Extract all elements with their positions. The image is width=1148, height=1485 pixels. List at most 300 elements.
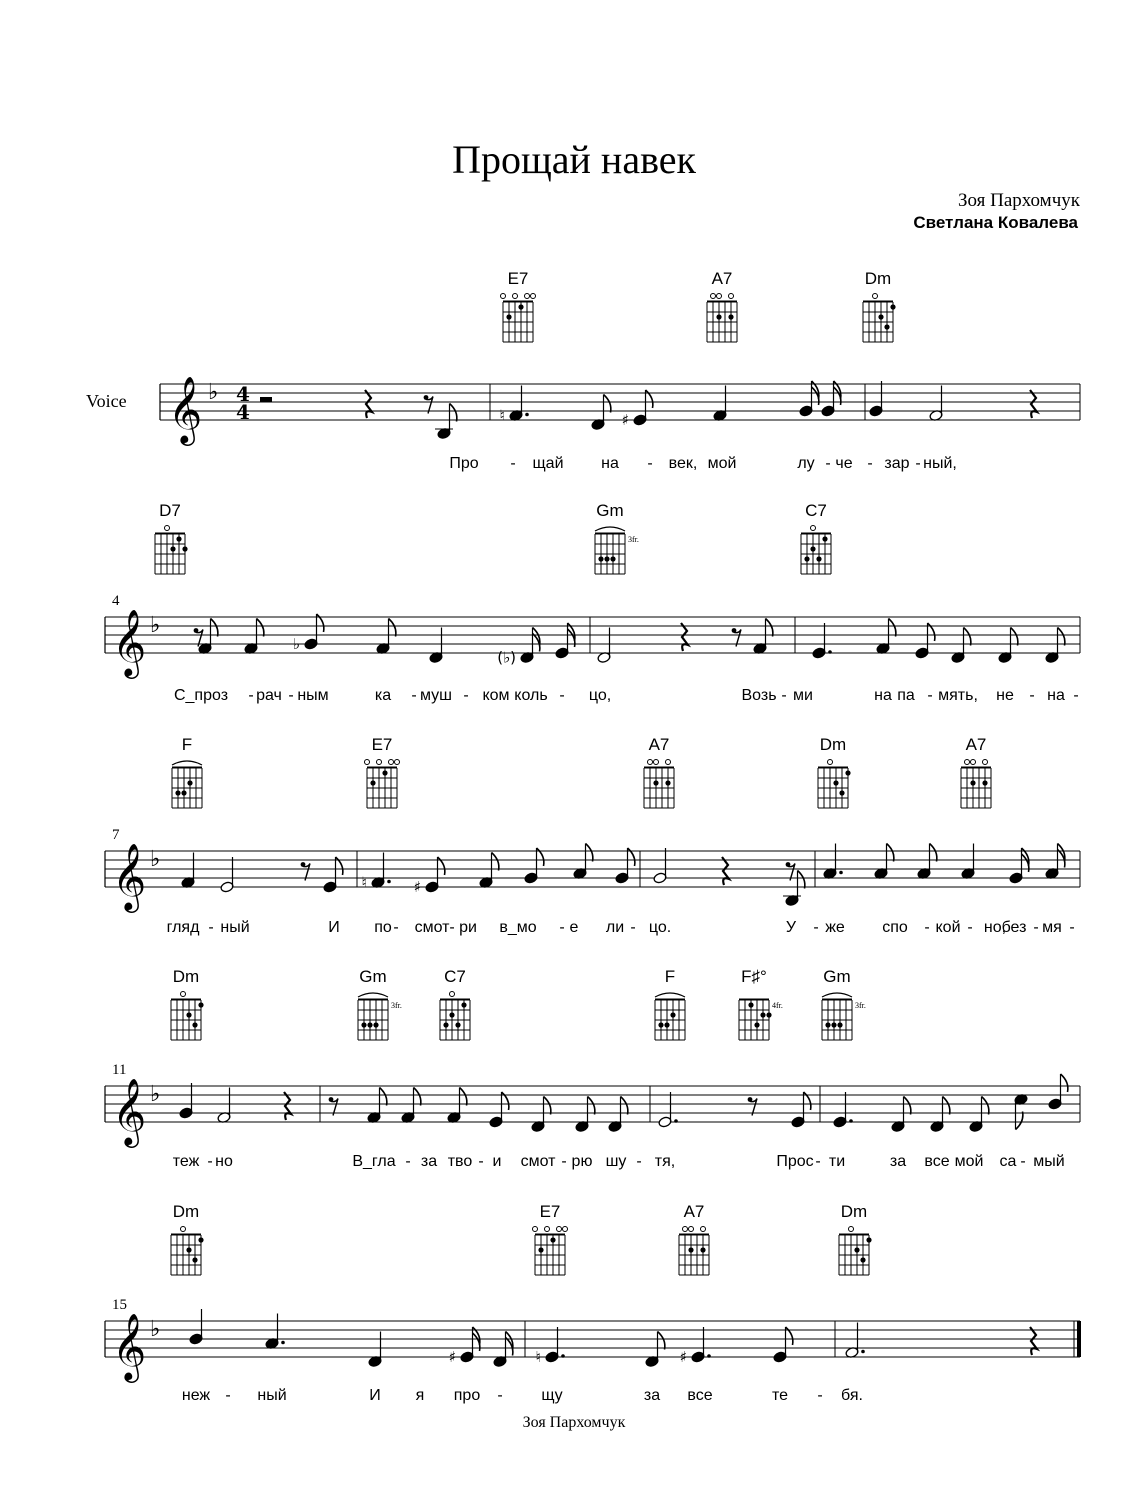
lyric-syllable: ти: [828, 1153, 846, 1170]
lyric-syllable: тво: [447, 1153, 473, 1170]
key-signature-flat: ♭: [150, 1317, 161, 1342]
lyric-syllable: зар: [884, 455, 910, 472]
chord-diagram-dot: [192, 1022, 197, 1027]
chord-symbol: [358, 967, 402, 1040]
note: [244, 619, 264, 655]
note-flag: [1061, 1074, 1068, 1092]
note: [479, 853, 499, 889]
chord-diagram-dot: [866, 1237, 871, 1242]
key-signature-flat: ♭: [150, 613, 161, 638]
chord-symbol: [172, 735, 202, 808]
chord-diagram-dot: [837, 1022, 842, 1027]
lyric-syllable: теж: [172, 1153, 200, 1170]
lyric-hyphen: -: [1073, 687, 1079, 704]
lyric-hyphen: -: [915, 455, 921, 472]
chord-diagram-open-string: [389, 760, 394, 765]
chord-symbol: [839, 1202, 872, 1275]
footer-credit: Зоя Пархомчук: [522, 1414, 626, 1431]
chord-symbol: [863, 269, 896, 342]
note-flag: [389, 619, 396, 637]
quarter-rest: [1030, 1327, 1037, 1355]
chord-diagram-dot: [175, 790, 180, 795]
note: [1045, 628, 1065, 664]
chord-diagram-dot: [860, 1257, 865, 1262]
key-signature-flat: ♭: [150, 1082, 161, 1107]
note: [874, 844, 894, 880]
chord-diagram-open-string: [965, 760, 970, 765]
note-dot: [839, 871, 843, 875]
lyric-syllable: за: [889, 1153, 907, 1170]
chord-name: A7: [965, 735, 987, 754]
lyric-hyphen: -: [497, 1387, 503, 1404]
chord-symbol: [595, 501, 639, 574]
lyric-hyphen: -: [478, 1153, 484, 1170]
lyric-hyphen: -: [1020, 1153, 1026, 1170]
accidental: ♯: [621, 411, 629, 429]
treble-clef-icon: 𝄞: [112, 1077, 147, 1145]
chord-name: E7: [539, 1202, 561, 1221]
note: [608, 1097, 628, 1133]
note: [573, 844, 593, 880]
measure-number: 7: [112, 827, 120, 843]
lyric-syllable: про: [453, 1387, 481, 1404]
chord-diagram-open-string: [689, 1227, 694, 1232]
treble-clef-icon: 𝄞: [168, 375, 203, 443]
chord-name: E7: [507, 269, 529, 288]
lyric-hyphen: -: [815, 1153, 821, 1170]
lyric-syllable: гляд: [166, 919, 200, 936]
lyric-syllable: же: [825, 919, 845, 936]
rests: [1030, 1327, 1037, 1355]
note: [791, 1092, 811, 1128]
melody-notes: [181, 844, 1065, 907]
half-rest: [260, 397, 272, 402]
chord-diagram-dot: [382, 770, 387, 775]
lyric-hyphen: -: [924, 919, 930, 936]
lyric-syllable: цо.: [648, 919, 672, 936]
note: [489, 1092, 509, 1128]
chord-diagram-dot: [760, 1012, 765, 1017]
note: [293, 614, 324, 653]
chord-diagram-dot: [884, 324, 889, 329]
chord-name: A7: [711, 269, 733, 288]
note-flag: [604, 395, 611, 413]
lyric-syllable: ми: [793, 687, 813, 704]
lyric-syllable: мой: [707, 455, 737, 472]
lyric-syllable: и: [492, 1153, 502, 1170]
note: [414, 857, 445, 896]
chord-diagram-dot: [804, 556, 809, 561]
chord-diagram-barre: [822, 993, 852, 997]
measure-number: 11: [112, 1062, 127, 1078]
note: [622, 390, 653, 429]
note: [376, 619, 396, 655]
lyric-syllable: лу: [797, 455, 815, 472]
lyric-syllable: тя,: [654, 1153, 676, 1170]
lyric-syllable: муш: [419, 687, 453, 704]
note: [823, 844, 843, 880]
lyric-syllable: ка: [374, 687, 392, 704]
chord-diagram-dot: [845, 770, 850, 775]
chord-diagram-dot: [506, 314, 511, 319]
note-flag: [798, 871, 805, 889]
chord-diagram-dot: [822, 536, 827, 541]
lyric-syllable: смот: [520, 1153, 556, 1170]
chord-diagram-dot: [461, 1002, 466, 1007]
staff-system: [105, 967, 1080, 1170]
lyric-hyphen: -: [405, 1153, 411, 1170]
note-flag: [257, 619, 264, 637]
lyric-hyphen: -: [561, 1153, 567, 1170]
chord-diagram-open-string: [501, 294, 506, 299]
instrument-name: Voice: [86, 391, 127, 411]
rests: [284, 1092, 757, 1120]
lyric-hyphen: -: [927, 687, 933, 704]
accidental: ♯: [679, 1348, 687, 1366]
chord-diagram-dot: [670, 1012, 675, 1017]
chord-diagram-open-string: [181, 992, 186, 997]
accidental: ♭: [292, 635, 300, 653]
lyric-syllable: я: [415, 1387, 425, 1404]
chord-symbol: [533, 1202, 568, 1275]
note-flag: [621, 1097, 628, 1115]
chord-symbol: [155, 501, 188, 574]
note: [435, 404, 457, 440]
lyric-hyphen: -: [559, 687, 565, 704]
note: [179, 1083, 193, 1119]
chord-diagram-open-string: [165, 526, 170, 531]
melody-notes: [435, 381, 943, 440]
lyric-syllable: те: [771, 1387, 789, 1404]
note: [1048, 1074, 1068, 1110]
lyric-syllable: на: [601, 455, 619, 472]
note: [812, 623, 832, 659]
composer-credit: Зоя Пархомчук: [957, 190, 1080, 211]
note-flag: [964, 628, 971, 646]
chord-diagram-dot: [361, 1022, 366, 1027]
chord-diagram-barre: [655, 993, 685, 997]
lyric-hyphen: -: [411, 687, 417, 704]
lyric-hyphen: -: [225, 1387, 231, 1404]
lyric-syllable: коль: [514, 687, 548, 704]
quarter-rest: [722, 857, 729, 885]
note: [783, 871, 805, 907]
chord-symbol: [707, 269, 737, 342]
note: [799, 381, 819, 417]
lyric-hyphen: -: [393, 919, 399, 936]
chord-diagram-open-string: [648, 760, 653, 765]
note: [220, 857, 234, 893]
chord-diagram-dot: [688, 1247, 693, 1252]
lyric-syllable: шу: [605, 1153, 627, 1170]
chord-name: Gm: [359, 967, 387, 986]
quarter-rest: [365, 390, 372, 418]
lyric-syllable: рач: [256, 687, 282, 704]
lyric-syllable: за: [420, 1153, 438, 1170]
note: [998, 628, 1018, 664]
note: [833, 1092, 853, 1128]
chord-diagram-dot: [367, 1022, 372, 1027]
chord-diagram-dot: [839, 790, 844, 795]
lyric-syllable: е: [569, 919, 579, 936]
lyric-syllable: ный,: [923, 455, 957, 472]
lyric-syllable: на: [874, 687, 892, 704]
chord-symbol: [365, 735, 400, 808]
chord-diagram-dot: [186, 1247, 191, 1252]
chord-diagram-dot: [754, 1022, 759, 1027]
time-signature-bottom: 4: [236, 400, 250, 424]
chord-diagram-dot: [878, 314, 883, 319]
treble-clef-icon: 𝄞: [112, 608, 147, 676]
note: [680, 1327, 711, 1366]
lyric-syllable: И: [369, 1387, 381, 1404]
lyric-syllable: мять,: [938, 687, 978, 704]
accidental: ♮: [361, 873, 367, 892]
chord-diagram-open-string: [557, 1227, 562, 1232]
lyric-hyphen: -: [867, 455, 873, 472]
key-signature-flat: ♭: [208, 380, 219, 405]
note: [1014, 1093, 1028, 1129]
accidental: ♯: [413, 878, 421, 896]
chord-diagram-dot: [443, 1022, 448, 1027]
lyric-syllable: все: [924, 1153, 950, 1170]
chord-diagram-open-string: [545, 1227, 550, 1232]
staff-system: [105, 735, 1080, 936]
chord-symbol: [440, 967, 470, 1040]
chord-diagram-dot: [181, 790, 186, 795]
accidental: (♭): [497, 648, 516, 667]
note-flag: [766, 619, 773, 637]
chord-diagram-dot: [982, 780, 987, 785]
lyric-syllable: мый: [1033, 1153, 1065, 1170]
key-signature-flat: ♭: [150, 847, 161, 872]
lyric-syllable: за: [643, 1387, 661, 1404]
note-flag: [211, 619, 218, 637]
note: [1009, 848, 1029, 884]
chord-name: F: [181, 735, 193, 754]
chord-diagram-open-string: [828, 760, 833, 765]
lyric-syllable: ли: [605, 919, 625, 936]
chord-diagram-open-string: [181, 1227, 186, 1232]
chord-symbol: [171, 967, 204, 1040]
chord-diagram-open-string: [701, 1227, 706, 1232]
note: [645, 1332, 665, 1368]
note-flag: [450, 404, 457, 422]
note-dot: [525, 413, 529, 417]
lyric-hyphen: -: [510, 455, 516, 472]
lyric-syllable: Про: [449, 455, 479, 472]
lyric-syllable: на: [1047, 687, 1065, 704]
lyric-syllable: век,: [668, 455, 698, 472]
chord-diagram-open-string: [873, 294, 878, 299]
chord-diagram-barre: [595, 527, 625, 531]
chord-diagram-dot: [610, 556, 615, 561]
chord-diagram-dot: [455, 1022, 460, 1027]
chord-symbol: [501, 269, 536, 342]
note: [845, 1323, 865, 1359]
quarter-rest: [284, 1092, 291, 1120]
note-flag: [930, 844, 937, 862]
quarter-rest: [681, 623, 688, 651]
lyric-syllable: ком: [482, 687, 510, 704]
staff-system: [160, 269, 1080, 472]
chord-name: Dm: [864, 269, 892, 288]
arranger-credit: Светлана Ковалева: [913, 213, 1078, 232]
note-flag: [414, 1088, 421, 1106]
chord-symbol: [655, 967, 685, 1040]
quarter-rest: [1030, 390, 1037, 418]
lyric-syllable: но,: [983, 919, 1007, 936]
lyric-syllable: щу: [541, 1387, 563, 1404]
note-dot: [849, 1119, 853, 1123]
chord-diagram-dot: [833, 780, 838, 785]
chord-diagram-open-string: [971, 760, 976, 765]
chord-name: Dm: [172, 967, 200, 986]
note: [367, 1088, 387, 1124]
chord-diagram-open-string: [849, 1227, 854, 1232]
chord-diagram-dot: [664, 1022, 669, 1027]
lyric-hyphen: -: [449, 919, 455, 936]
chord-diagram-dot: [970, 780, 975, 785]
chord-diagram-dot: [604, 556, 609, 561]
melody-notes: [179, 1074, 1068, 1133]
chord-name: Dm: [819, 735, 847, 754]
chord-symbol: [739, 967, 783, 1040]
note: [368, 1332, 382, 1368]
chord-diagram-dot: [831, 1022, 836, 1027]
note-flag: [380, 1088, 387, 1106]
chord-diagram-open-string: [377, 760, 382, 765]
lyric-syllable: но: [215, 1153, 233, 1170]
chord-diagram-dot: [598, 556, 603, 561]
note-flag: [658, 1332, 665, 1350]
chord-diagram-open-string: [533, 1227, 538, 1232]
note: [362, 853, 391, 892]
lyric-hyphen: -: [967, 919, 973, 936]
lyric-syllable: мой: [954, 1153, 984, 1170]
chord-diagram-dot: [700, 1247, 705, 1252]
lyric-syllable: са: [999, 1153, 1017, 1170]
note: [961, 844, 975, 880]
chord-name: Gm: [596, 501, 624, 520]
chord-symbol: [679, 1202, 709, 1275]
lyric-hyphen: -: [463, 687, 469, 704]
accidental: ♮: [535, 1348, 541, 1366]
chord-diagram-dot: [518, 304, 523, 309]
chord-diagram-dot: [198, 1002, 203, 1007]
note: [524, 848, 544, 884]
note: [217, 1088, 231, 1124]
note: [323, 857, 343, 893]
lyric-syllable: Возь: [741, 687, 777, 704]
note: [536, 1327, 565, 1366]
note-dot: [674, 1119, 678, 1123]
lyric-hyphen: -: [208, 919, 214, 936]
note: [497, 628, 540, 667]
rests: [194, 623, 741, 651]
chord-name: F♯°: [741, 967, 767, 986]
lyric-hyphen: -: [630, 919, 636, 936]
chord-name: A7: [683, 1202, 705, 1221]
note-flag: [492, 853, 499, 871]
lyric-syllable: С_проз: [173, 687, 229, 704]
chord-diagram-fret-label: 4fr.: [772, 1001, 783, 1010]
note: [615, 848, 635, 884]
note: [531, 1097, 551, 1133]
chord-diagram-open-string: [666, 760, 671, 765]
note: [597, 628, 611, 664]
chord-name: Dm: [172, 1202, 200, 1221]
chord-diagram-open-string: [983, 760, 988, 765]
lyric-hyphen: -: [1033, 919, 1039, 936]
chord-diagram-dot: [170, 546, 175, 551]
note: [951, 628, 971, 664]
chord-diagram-dot: [187, 780, 192, 785]
chord-diagram-dot: [854, 1247, 859, 1252]
chord-diagram-open-string: [654, 760, 659, 765]
chord-diagram-dot: [816, 556, 821, 561]
staff-system: [105, 501, 1080, 704]
lyric-syllable: смот: [414, 919, 450, 936]
chord-diagram-barre: [172, 761, 202, 765]
lyric-syllable: ный: [257, 1387, 287, 1404]
chord-symbol: [822, 967, 866, 1040]
chord-diagram-open-string: [450, 992, 455, 997]
score-title: Прощай навек: [452, 137, 696, 182]
lyric-syllable: ри: [459, 919, 477, 936]
note: [821, 381, 841, 417]
lyric-syllable: рю: [571, 1153, 593, 1170]
lyric-hyphen: -: [636, 1153, 642, 1170]
lyric-hyphen: -: [559, 919, 565, 936]
note-flag: [889, 619, 896, 637]
lyric-syllable: бя.: [841, 1387, 863, 1404]
note-flag: [943, 1097, 950, 1115]
chord-diagram-open-string: [525, 294, 530, 299]
chord-diagram-dot: [176, 536, 181, 541]
chord-diagram-dot: [192, 1257, 197, 1262]
chord-diagram-dot: [653, 780, 658, 785]
lyric-hyphen: -: [248, 687, 254, 704]
note: [181, 853, 195, 889]
accidental: ♮: [499, 406, 505, 425]
note-dot: [281, 1341, 285, 1345]
chord-symbol: [171, 1202, 204, 1275]
lyric-hyphen: -: [1029, 687, 1035, 704]
treble-clef-icon: 𝄞: [112, 842, 147, 910]
lyric-hyphen: -: [781, 687, 787, 704]
chord-diagram-dot: [728, 314, 733, 319]
note-dot: [561, 1354, 565, 1358]
note: [917, 844, 937, 880]
note: [915, 623, 935, 659]
melody-notes: [198, 614, 1065, 667]
lyric-hyphen: -: [647, 455, 653, 472]
chord-symbol: [961, 735, 991, 808]
note: [555, 623, 575, 659]
note: [493, 1332, 513, 1368]
lyric-syllable: цо,: [588, 687, 612, 704]
chord-diagram-barre: [358, 993, 388, 997]
lyric-syllable: па: [897, 687, 915, 704]
note-flag: [904, 1097, 911, 1115]
lyric-syllable: в_мо: [499, 919, 537, 936]
chord-diagram-dot: [825, 1022, 830, 1027]
note-flag: [1016, 1112, 1023, 1130]
chord-name: Gm: [823, 967, 851, 986]
lyric-syllable: без: [1001, 919, 1027, 936]
note: [869, 381, 883, 417]
